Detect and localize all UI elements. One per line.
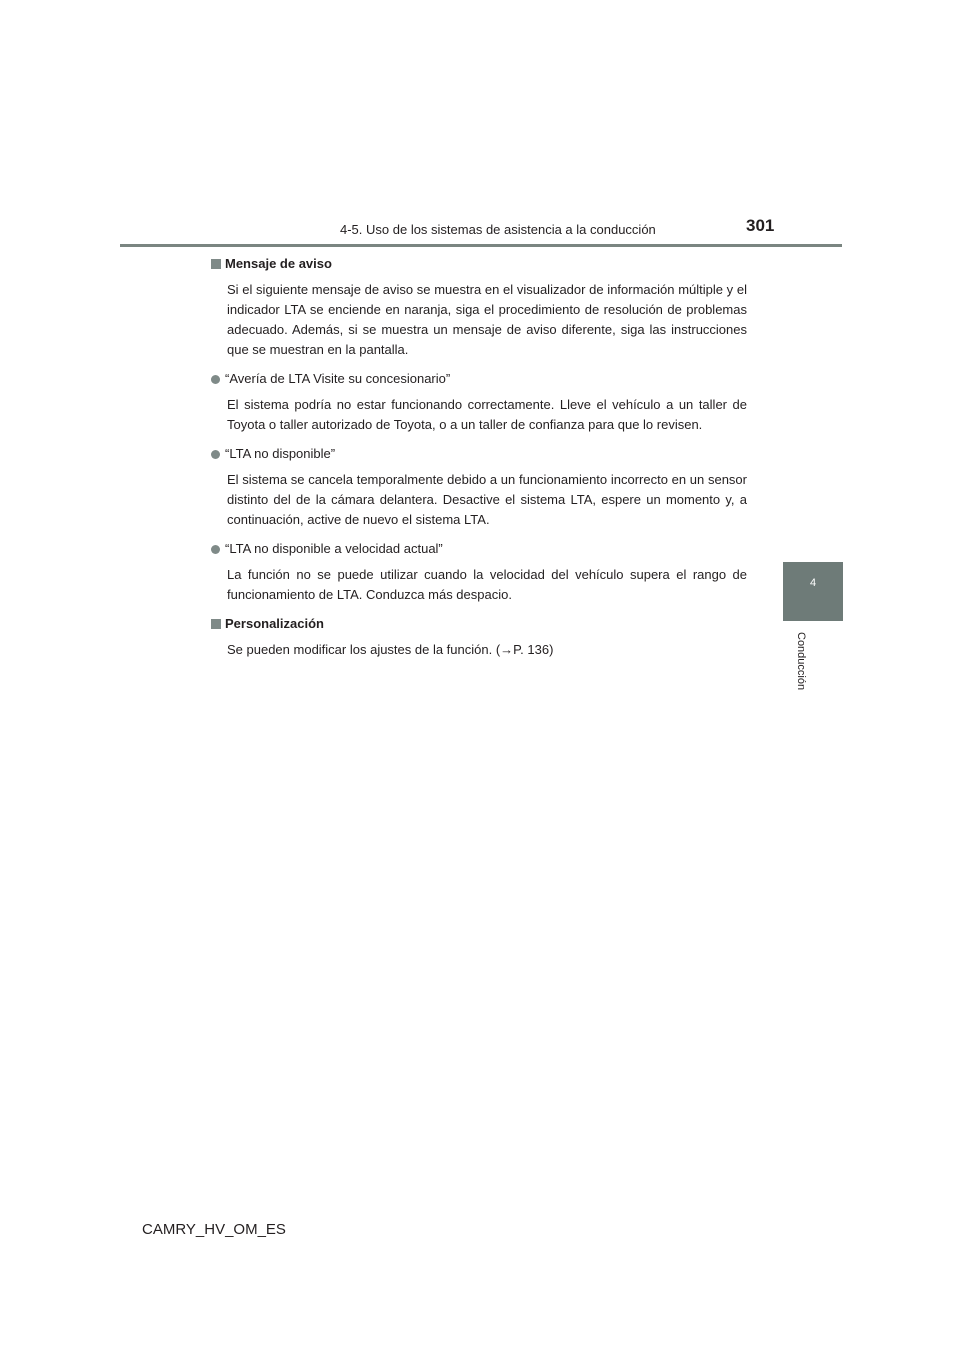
- warning-item-text: El sistema podría no estar funcionando correctamente. Lleve el vehículo a un taller de Toyota o taller autorizado de Toyota, o a un taller de confianza para que lo revisen.: [227, 397, 747, 432]
- chapter-label: Conducción: [795, 632, 807, 691]
- circle-bullet-icon: [211, 375, 220, 384]
- square-bullet-icon: [211, 259, 221, 269]
- section-heading-warning: Mensaje de aviso: [211, 254, 747, 274]
- circle-bullet-icon: [211, 450, 220, 459]
- chapter-tab: [783, 562, 843, 621]
- square-bullet-icon: [211, 619, 221, 629]
- warning-item-title: “LTA no disponible”: [211, 444, 747, 464]
- header-divider: [120, 244, 842, 247]
- page-content: [211, 254, 747, 660]
- section-title: 4-5. Uso de los sistemas de asistencia a la conducción: [340, 222, 656, 237]
- manual-code: CAMRY_HV_OM_ES: [142, 1221, 286, 1238]
- warning-item-title: “LTA no disponible a velocidad actual”: [211, 539, 747, 559]
- circle-bullet-icon: [211, 545, 220, 554]
- warning-item-text: El sistema se cancela temporalmente debido a un funcionamiento incorrecto en un sensor distinto del de la cámara delantera. Desactive el sistema LTA, espere un momento y, a continuación, active de nuevo el sistema LTA.: [227, 472, 747, 527]
- warning-intro: Si el siguiente mensaje de aviso se muestra en el visualizador de información múltiple y el indicador LTA se enciende en naranja, siga el procedimiento de resolución de problemas adecuado. Además, si se muestra un mensaje de aviso diferente, siga las instrucciones que se muestran en la pantalla.: [227, 282, 747, 357]
- customization-text: Se pueden modificar los ajustes de la función. (→P. 136): [227, 642, 554, 657]
- page-number: 301: [746, 216, 775, 235]
- warning-item-title: “Avería de LTA Visite su concesionario”: [211, 369, 747, 389]
- chapter-number: 4: [809, 577, 817, 589]
- warning-item-text: La función no se puede utilizar cuando la velocidad del vehículo supera el rango de funcionamiento de LTA. Conduzca más despacio.: [227, 567, 747, 602]
- section-heading-customization: Personalización: [211, 614, 747, 634]
